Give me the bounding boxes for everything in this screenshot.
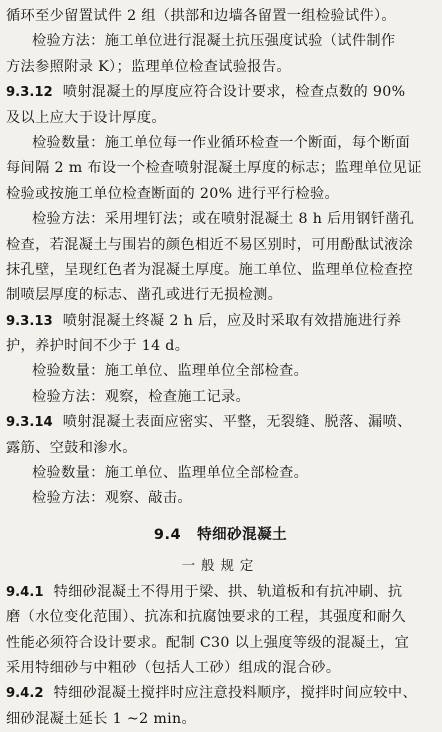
- clause-9-4-1: [6, 580, 435, 605]
- text-line: 采用特细砂与中粗砂（包括人工砂）组成的混合砂。: [6, 659, 341, 676]
- text-line: 抹孔壁，呈现红色者为混凝土厚度。施工单位、监理单位检查控: [6, 261, 414, 278]
- text-line: 检验方法：观察，检查施工记录。: [32, 388, 251, 405]
- text-line: 检验数量：施工单位每一作业循环检查一个断面，每个断面: [32, 134, 410, 151]
- text-line: 检验数量：施工单位、监理单位全部检查。: [32, 465, 309, 482]
- clause-text: 喷射混凝土表面应密实、平整，无裂缝、脱落、漏喷、: [62, 414, 412, 431]
- text-line: 检验方法：观察、敲击。: [32, 490, 192, 507]
- clause-number: 9.4.2: [6, 686, 44, 702]
- clause-number: 9.3.14: [6, 415, 53, 431]
- text-line: 方法参照附录 K）；监理单位检查试验报告。: [6, 58, 291, 75]
- section-title: 特细砂混凝土: [197, 526, 288, 543]
- text-line: 制喷层厚度的标志、凿孔或进行无损检测。: [6, 287, 283, 304]
- section-heading: [6, 520, 435, 550]
- clause-text: 喷射混凝土的厚度应符合设计要求，检查点数的 90%: [62, 84, 406, 101]
- clause-number: 9.3.12: [6, 85, 53, 101]
- subsection-heading: 一般规定: [181, 558, 260, 574]
- text-line: 磨（水位变化范围）、抗冻和抗腐蚀要求的工程，其强度和耐久: [6, 609, 406, 626]
- text-line: 每间隔 2 m 布设一个检查喷射混凝土厚度的标志；监理单位见证: [6, 160, 422, 177]
- clause-9-3-12: [6, 80, 435, 105]
- text-line: 检查，若混凝土与围岩的颜色相近不易区别时，可用酚酞试液涂: [6, 236, 414, 253]
- clause-text: 特细砂混凝土不得用于梁、拱、轨道板和有抗冲刷、抗: [53, 583, 403, 600]
- text-line: 循环至少留置试件 2 组（拱部和边墙各留置一组检验试件）。: [6, 8, 396, 24]
- text-line: 检验数量：施工单位、监理单位全部检查。: [32, 363, 309, 380]
- clause-text: 喷射混凝土终凝 2 h 后，应及时采取有效措施进行养: [62, 312, 402, 329]
- clause-text: 特细砂混凝土搅拌时应注意投料顺序，搅拌时间应较中、: [53, 685, 418, 702]
- section-number: 9.4: [153, 526, 182, 543]
- text-line: 检验或按施工单位检查断面的 20% 进行平行检验。: [6, 185, 340, 202]
- clause-number: 9.3.13: [6, 313, 53, 329]
- text-line: 检验方法：施工单位进行混凝土抗压强度试验（试件制作: [32, 33, 396, 50]
- text-line: 护，养护时间不少于 14 d。: [6, 338, 190, 355]
- text-line: 及以上应大于设计厚度。: [6, 109, 166, 126]
- clause-9-4-2: [6, 681, 435, 706]
- text-line: 细砂混凝土延长 1 ~2 min。: [6, 710, 197, 727]
- text-line: 性能必须符合设计要求。配制 C30 以上强度等级的混凝土，宜: [6, 634, 410, 651]
- clause-9-3-13: [6, 309, 435, 334]
- clause-9-3-14: [6, 410, 435, 435]
- text-line: 露筋、空鼓和渗水。: [6, 439, 137, 456]
- clause-number: 9.4.1: [6, 584, 44, 600]
- text-line: 检验方法：采用埋钉法；或在喷射混凝土 8 h 后用钢钎凿孔: [32, 211, 415, 228]
